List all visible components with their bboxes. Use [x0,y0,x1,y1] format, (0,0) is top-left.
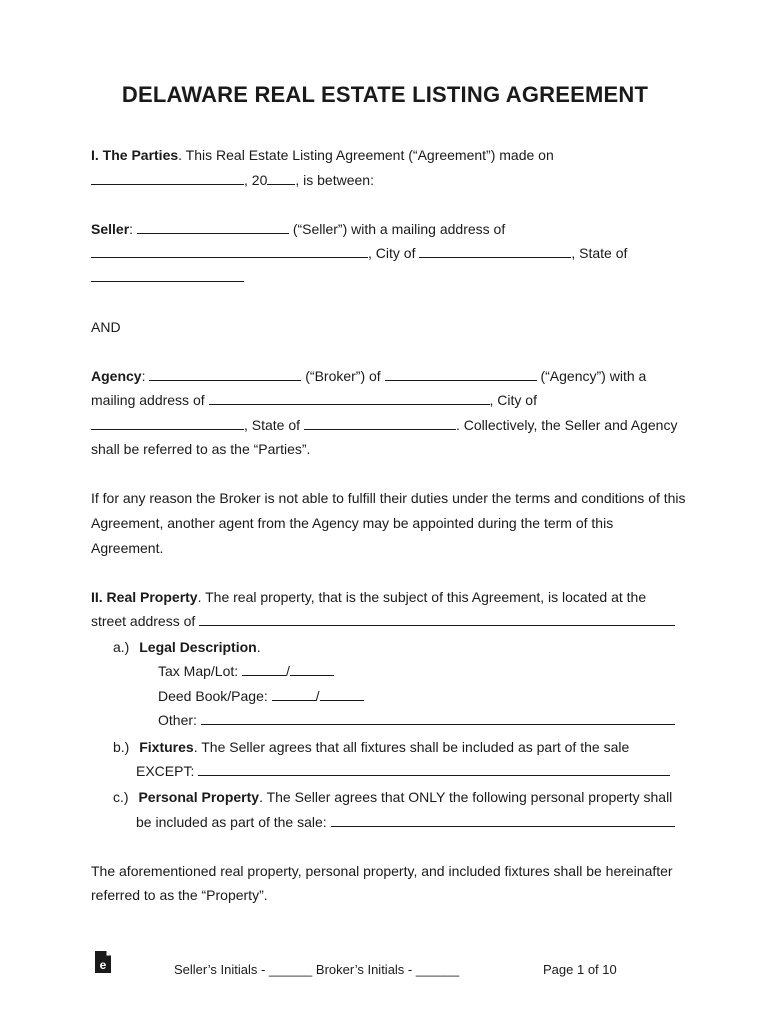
deed-book-line [158,687,364,705]
broker-name-blank[interactable] [149,367,301,381]
brokers-initials-label: Broker’s Initials - [315,962,413,977]
item-c-marker: c.) [113,789,129,805]
agency-with-text: (“Agency”) with a [540,368,647,384]
sellers-initials-label: Seller’s Initials - [174,962,266,977]
closing-line-1: The aforementioned real property, personal property, and included fixtures shall be hereinafter [91,863,673,879]
parties-line-1 [91,146,554,164]
legal-description-label: Legal Description [139,639,257,655]
street-address-text: street address of [91,613,196,629]
seller-label: Seller [91,221,130,237]
fixtures-line [113,738,629,756]
street-address-blank[interactable] [199,612,675,626]
parties-line-2 [91,171,374,189]
personal-property-line-2 [136,813,675,831]
parties-intro: . This Real Estate Listing Agreement (“Agreement”) made on [178,147,554,163]
item-b-marker: b.) [113,739,130,755]
tax-map-blank[interactable] [242,662,286,676]
seller-line-1 [91,220,505,238]
item-a-marker: a.) [113,639,130,655]
other-line [158,711,675,729]
deed-book-label: Deed Book/Page: [158,688,268,704]
agreement-day-blank[interactable] [91,171,244,185]
seller-state-blank[interactable] [91,268,244,282]
tax-map-label: Tax Map/Lot: [158,663,239,679]
seller-text: (“Seller”) with a mailing address of [292,221,506,237]
agency-state-blank[interactable] [304,416,456,430]
document-logo-icon [93,950,113,974]
seller-city-blank[interactable] [419,244,571,258]
document-title: DELAWARE REAL ESTATE LISTING AGREEMENT [121,82,649,107]
agency-line-1 [91,367,646,385]
svg-text:e: e [99,958,107,972]
lot-blank[interactable] [290,662,334,676]
seller-line-2 [91,244,627,262]
except-line [136,762,670,780]
collectively-text: . Collectively, the Seller and Agency [455,417,678,433]
real-property-line-1 [91,588,646,606]
except-label: EXCEPT: [136,763,195,779]
date-end-text: , is between: [295,172,374,188]
legal-description-period: . [256,639,261,655]
personal-property-line [113,788,672,806]
seller-state-text: , State of [571,245,628,261]
real-property-heading: II. Real Property [91,589,198,605]
real-property-line-2 [91,612,675,630]
agency-city-text: , City of [489,392,537,408]
fixtures-text: . The Seller agrees that all fixtures shall be included as part of the sale [193,739,630,755]
agency-mailing-text: mailing address of [91,392,205,408]
agency-line-2 [91,391,537,409]
personal-property-blank[interactable] [331,813,675,827]
and-text: AND [91,319,121,335]
agency-label: Agency [91,368,142,384]
other-blank[interactable] [201,711,675,725]
seller-city-text: , City of [368,245,416,261]
closing-line-2: referred to as the “Property”. [91,887,268,903]
parties-heading: I. The Parties [91,147,179,163]
tax-map-line [158,662,334,680]
tax-map-slash: / [286,663,290,679]
agency-address-blank[interactable] [209,391,490,405]
agreement-year-blank[interactable] [267,171,295,185]
agency-line-4: shall be referred to as the “Parties”. [91,441,311,457]
seller-address-blank[interactable] [91,244,368,258]
broker-para-line-3: Agreement. [91,540,164,556]
agency-name-blank[interactable] [385,367,537,381]
brokers-initials-blank[interactable]: ______ [415,962,460,977]
sellers-initials-blank[interactable]: ______ [268,962,313,977]
deed-book-slash: / [315,688,320,704]
seller-line-3 [91,268,244,286]
deed-book-blank[interactable] [272,687,316,701]
personal-property-text-2: be included as part of the sale: [136,814,327,830]
legal-description-line [113,638,261,656]
deed-page-blank[interactable] [320,687,364,701]
real-property-text: . The real property, that is the subject of this Agreement, is located at the [197,589,647,605]
seller-name-blank[interactable] [137,220,289,234]
footer-initials [174,962,459,977]
agency-colon: : [141,368,146,384]
except-blank[interactable] [198,762,670,776]
agency-line-3 [91,416,677,434]
seller-colon: : [129,221,134,237]
broker-text: (“Broker”) of [305,368,381,384]
other-label: Other: [158,712,197,728]
personal-property-text: . The Seller agrees that ONLY the following personal property shall [259,789,673,805]
broker-para-line-1: If for any reason the Broker is not able to fulfill their duties under the terms and conditions of this [91,490,686,506]
personal-property-label: Personal Property [138,789,260,805]
broker-para-line-2: Agreement, another agent from the Agency may be appointed during the term of this [91,515,614,531]
fixtures-label: Fixtures [139,739,194,755]
date-mid-text: , 20 [244,172,268,188]
agency-state-text: , State of [244,417,301,433]
page-number: Page 1 of 10 [543,962,617,977]
agency-city-blank[interactable] [91,416,244,430]
